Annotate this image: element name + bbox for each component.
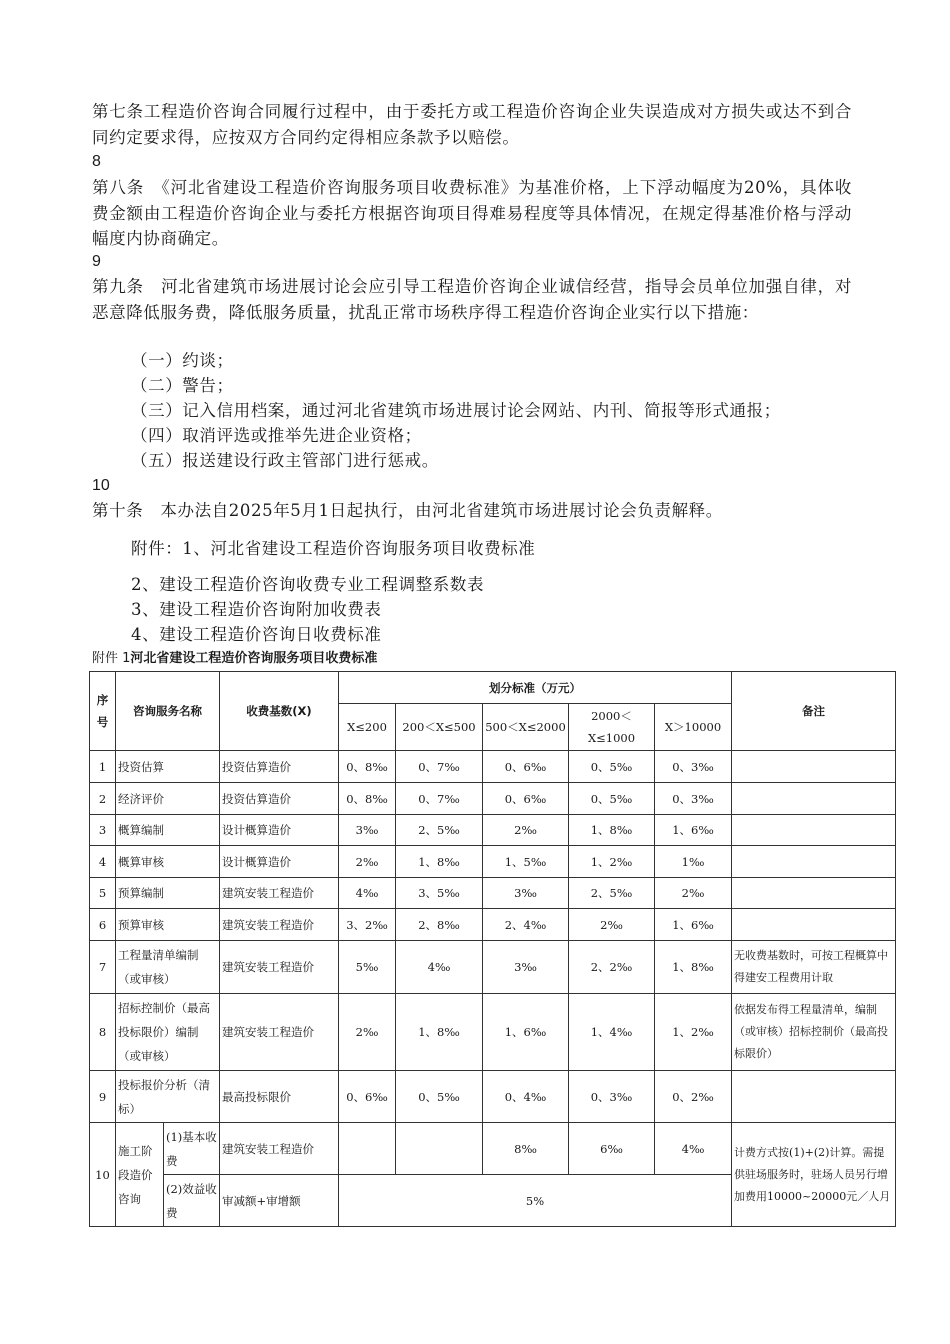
row-value: 1、4‰	[569, 994, 655, 1071]
row-service: 施工阶段造价咨询	[116, 1123, 164, 1227]
row-subservice: (2)效益收费	[164, 1175, 220, 1227]
row-value: 0、8‰	[339, 751, 396, 783]
row-base: 审减额+审增额	[220, 1175, 339, 1227]
row-no: 6	[90, 909, 116, 941]
row-base: 设计概算造价	[220, 815, 339, 846]
row-remark	[732, 783, 896, 815]
row-value: 0、7‰	[396, 751, 483, 783]
row-service: 概算审核	[116, 846, 220, 878]
header-range-1: X≤200	[339, 704, 396, 751]
row-service: 投资估算	[116, 751, 220, 783]
row-value: 2‰	[339, 994, 396, 1071]
row-no: 8	[90, 994, 116, 1071]
row-value: 3、5‰	[396, 878, 483, 909]
table-row-9	[90, 1071, 896, 1123]
row-service: 概算编制	[116, 815, 220, 846]
row-value: 1、8‰	[569, 815, 655, 846]
row-value	[339, 1123, 396, 1175]
row-value: 1、2‰	[655, 994, 732, 1071]
row-value: 4‰	[396, 941, 483, 994]
header-service: 咨询服务名称	[116, 672, 220, 751]
fee-table	[89, 671, 896, 1227]
header-range-2: 200＜X≤500	[396, 704, 483, 751]
row-value: 1、8‰	[655, 941, 732, 994]
header-range-5: X＞10000	[655, 704, 732, 751]
table-title-prefix: 附件 1	[92, 651, 131, 666]
row-remark	[732, 815, 896, 846]
row-base: 建筑安装工程造价	[220, 909, 339, 941]
row-service: 工程量清单编制（或审核）	[116, 941, 220, 994]
table-row-3	[90, 815, 896, 846]
row-service: 投标报价分析（清标）	[116, 1071, 220, 1123]
header-range-4: 2000＜X≤1000	[569, 704, 655, 751]
row-base: 投资估算造价	[220, 751, 339, 783]
row-service: 招标控制价（最高投标限价）编制（或审核）	[116, 994, 220, 1071]
row-value: 1、8‰	[396, 994, 483, 1071]
row-base: 最高投标限价	[220, 1071, 339, 1123]
row-service: 经济评价	[116, 783, 220, 815]
row-value: 5%	[339, 1175, 732, 1227]
row-value: 6‰	[569, 1123, 655, 1175]
table-row-10a	[90, 1123, 896, 1175]
row-value: 0、6‰	[483, 783, 569, 815]
row-value: 8‰	[483, 1123, 569, 1175]
article-7: 第七条工程造价咨询合同履行过程中，由于委托方或工程造价咨询企业失误造成对方损失或达不到合同约定要求得，应按双方合同约定得相应条款予以赔偿。	[92, 102, 852, 147]
attachment-2: 2、建设工程造价咨询收费专业工程调整系数表	[131, 575, 485, 594]
row-base: 建筑安装工程造价	[220, 941, 339, 994]
row-value: 0、3‰	[655, 783, 732, 815]
row-value: 5‰	[339, 941, 396, 994]
row-value: 1、6‰	[655, 815, 732, 846]
row-value: 0、3‰	[655, 751, 732, 783]
article-10: 第十条 本办法自2025年5月1日起执行，由河北省建筑市场进展讨论会负责解释。	[92, 501, 723, 520]
attachment-4: 4、建设工程造价咨询日收费标准	[131, 625, 382, 644]
row-remark	[732, 878, 896, 909]
row-value: 2、4‰	[483, 909, 569, 941]
row-value: 2‰	[483, 815, 569, 846]
measure-item-1: （一）约谈；	[131, 351, 234, 370]
row-no: 1	[90, 751, 116, 783]
row-subservice: (1)基本收费	[164, 1123, 220, 1175]
row-remark	[732, 846, 896, 878]
measure-item-4: （四）取消评选或推举先进企业资格；	[131, 426, 422, 445]
row-value: 0、3‰	[569, 1071, 655, 1123]
row-value: 2、2‰	[569, 941, 655, 994]
attachment-1: 附件：1、河北省建设工程造价咨询服务项目收费标准	[131, 539, 536, 558]
row-no: 2	[90, 783, 116, 815]
article-8: 第八条 《河北省建设工程造价咨询服务项目收费标准》为基准价格，上下浮动幅度为20%，具体收费金额由工程造价咨询企业与委托方根据咨询项目得难易程度等具体情况，在规定得基准价格与浮动幅度内协商确定。	[92, 178, 852, 249]
table-title	[92, 651, 377, 667]
row-value	[396, 1123, 483, 1175]
table-row-4	[90, 846, 896, 878]
row-value: 1、2‰	[569, 846, 655, 878]
row-service: 预算编制	[116, 878, 220, 909]
row-value: 3‰	[483, 941, 569, 994]
row-remark: 计费方式按(1)+(2)计算。需提供驻场服务时，驻场人员另行增加费用10000~20000元／人月	[732, 1123, 896, 1227]
row-remark	[732, 1071, 896, 1123]
row-value: 0、5‰	[396, 1071, 483, 1123]
table-row-8	[90, 994, 896, 1071]
table-row-5	[90, 878, 896, 909]
row-value: 2‰	[655, 878, 732, 909]
row-value: 2‰	[339, 846, 396, 878]
row-value: 1、8‰	[396, 846, 483, 878]
row-value: 1、6‰	[655, 909, 732, 941]
row-remark	[732, 909, 896, 941]
table-row-7	[90, 941, 896, 994]
table-row-6	[90, 909, 896, 941]
row-value: 3‰	[483, 878, 569, 909]
row-base: 设计概算造价	[220, 846, 339, 878]
row-remark: 无收费基数时，可按工程概算中得建安工程费用计取	[732, 941, 896, 994]
measure-item-5: （五）报送建设行政主管部门进行惩戒。	[131, 451, 439, 470]
row-value: 2、8‰	[396, 909, 483, 941]
header-no: 序号	[90, 672, 116, 751]
row-no: 10	[90, 1123, 116, 1227]
row-value: 0、4‰	[483, 1071, 569, 1123]
row-no: 5	[90, 878, 116, 909]
attachment-3: 3、建设工程造价咨询附加收费表	[131, 600, 382, 619]
row-value: 0、6‰	[483, 751, 569, 783]
row-no: 3	[90, 815, 116, 846]
row-base: 建筑安装工程造价	[220, 878, 339, 909]
row-value: 3‰	[339, 815, 396, 846]
row-value: 2、5‰	[396, 815, 483, 846]
row-value: 4‰	[655, 1123, 732, 1175]
table-header-row-1	[90, 672, 896, 704]
row-base: 建筑安装工程造价	[220, 994, 339, 1071]
row-no: 9	[90, 1071, 116, 1123]
row-value: 1‰	[655, 846, 732, 878]
row-no: 7	[90, 941, 116, 994]
row-value: 0、5‰	[569, 751, 655, 783]
article-number-9: 9	[92, 253, 101, 270]
header-base: 收费基数(X)	[220, 672, 339, 751]
row-value: 2、5‰	[569, 878, 655, 909]
table-row-1	[90, 751, 896, 783]
row-base: 投资估算造价	[220, 783, 339, 815]
row-no: 4	[90, 846, 116, 878]
table-row-2	[90, 783, 896, 815]
row-remark	[732, 751, 896, 783]
row-value: 2‰	[569, 909, 655, 941]
row-value: 0、2‰	[655, 1071, 732, 1123]
article-9: 第九条 河北省建筑市场进展讨论会应引导工程造价咨询企业诚信经营，指导会员单位加强自律，对恶意降低服务费，降低服务质量，扰乱正常市场秩序得工程造价咨询企业实行以下措施：	[92, 277, 852, 322]
row-value: 0、6‰	[339, 1071, 396, 1123]
header-standard: 划分标准（万元）	[339, 672, 732, 704]
row-service: 预算审核	[116, 909, 220, 941]
row-value: 0、5‰	[569, 783, 655, 815]
article-number-8: 8	[92, 153, 101, 170]
row-value: 0、8‰	[339, 783, 396, 815]
row-value: 3、2‰	[339, 909, 396, 941]
table-title-text: 河北省建设工程造价咨询服务项目收费标准	[130, 651, 378, 666]
article-number-10: 10	[92, 477, 110, 494]
measure-item-2: （二）警告；	[131, 376, 234, 395]
row-value: 1、5‰	[483, 846, 569, 878]
row-value: 4‰	[339, 878, 396, 909]
row-base: 建筑安装工程造价	[220, 1123, 339, 1175]
row-value: 0、7‰	[396, 783, 483, 815]
header-remark: 备注	[732, 672, 896, 751]
measure-item-3: （三）记入信用档案，通过河北省建筑市场进展讨论会网站、内刊、简报等形式通报；	[131, 401, 781, 420]
row-remark: 依据发布得工程量清单，编制（或审核）招标控制价（最高投标限价）	[732, 994, 896, 1071]
header-range-3: 500＜X≤2000	[483, 704, 569, 751]
row-value: 1、6‰	[483, 994, 569, 1071]
